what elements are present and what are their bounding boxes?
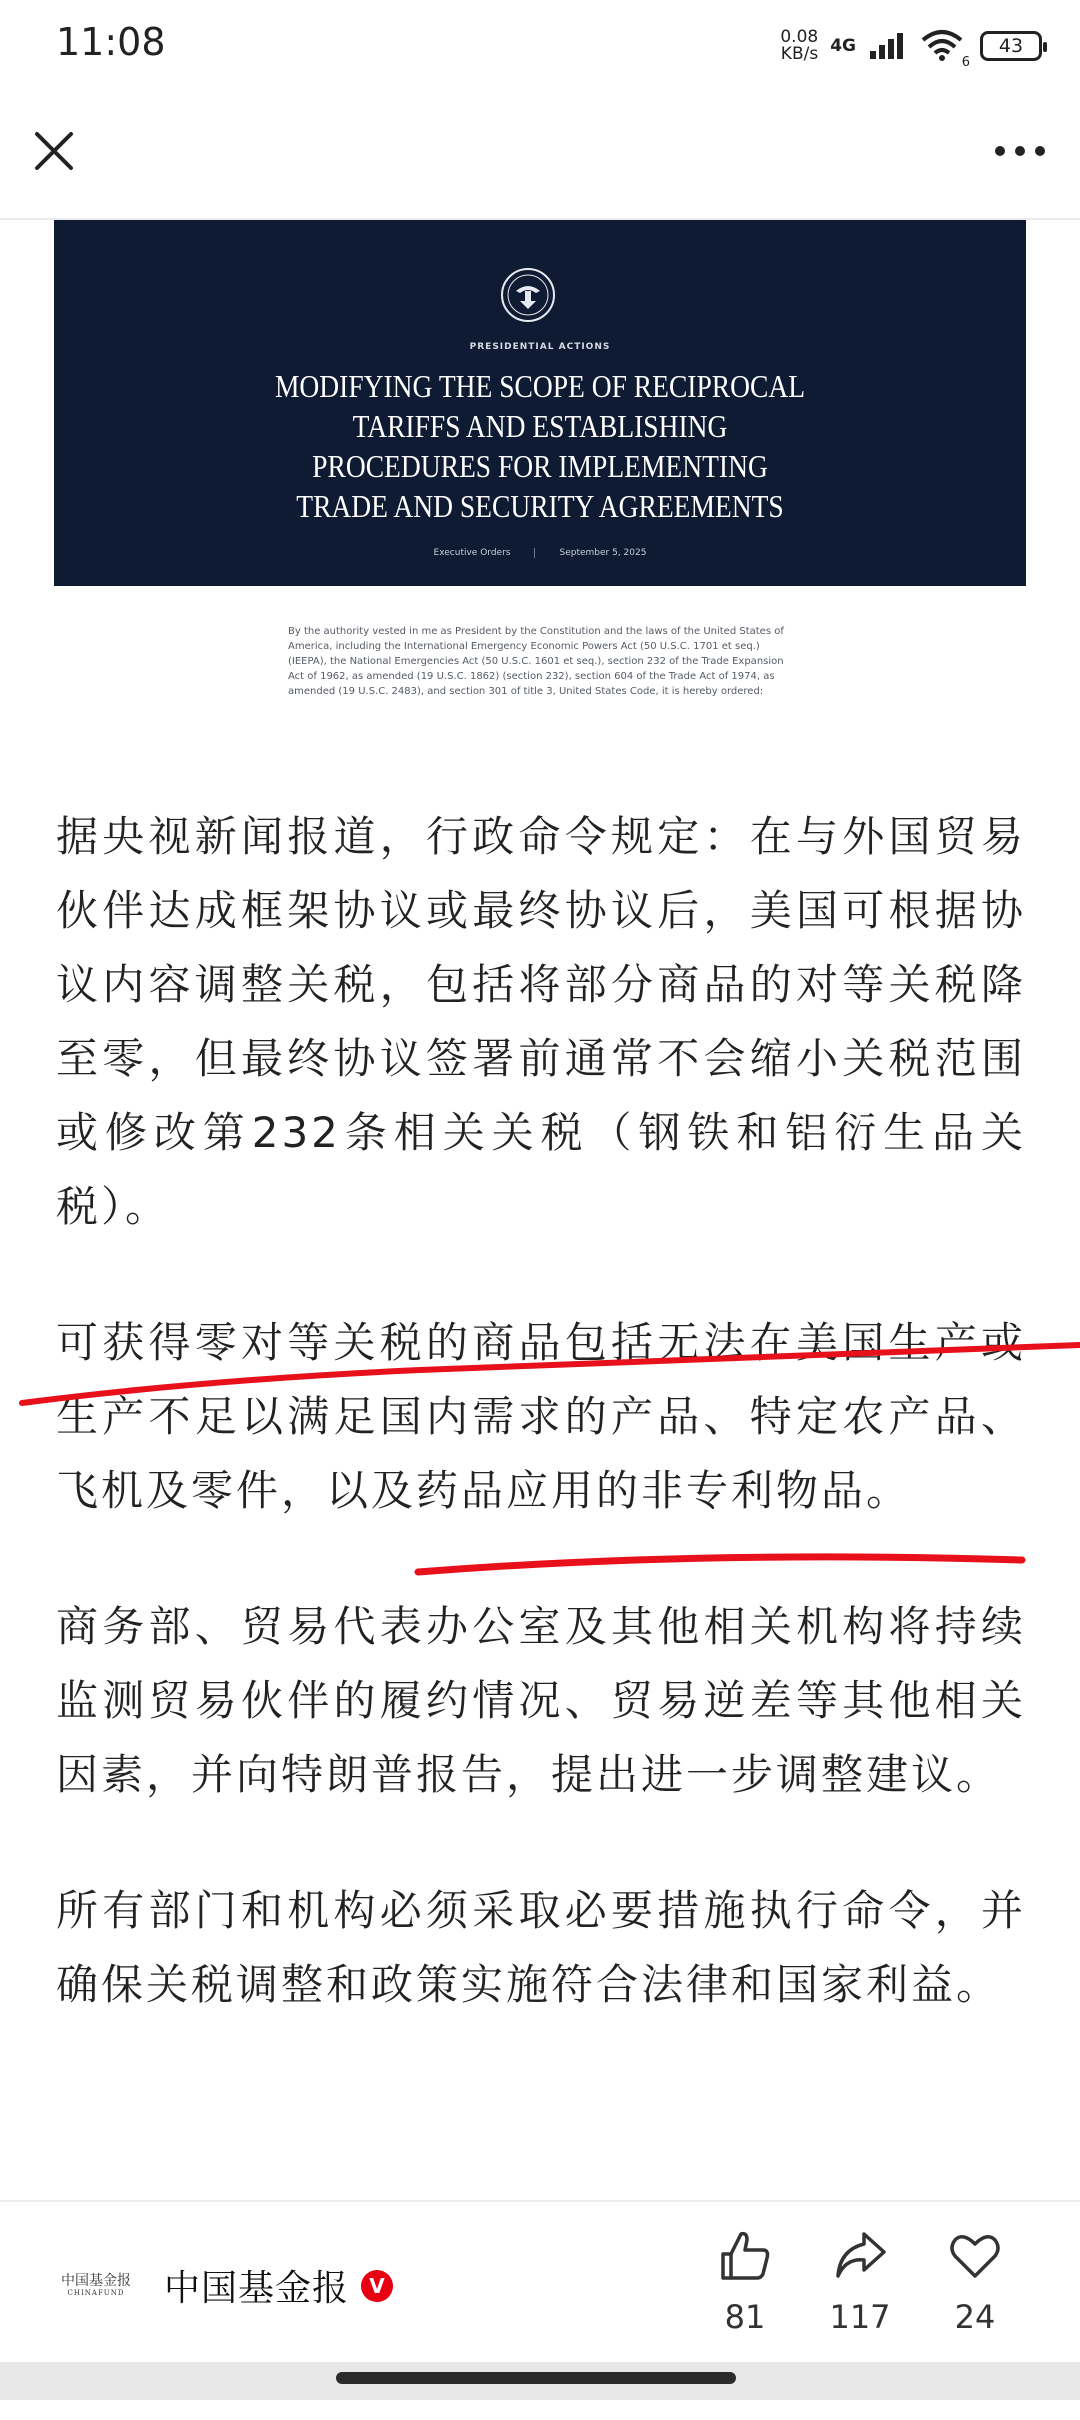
banner-date: September 5, 2025 [559,548,647,558]
network-speed-value: 0.08 [780,27,819,47]
like-count: 81 [724,2298,766,2336]
banner-kicker: PRESIDENTIAL ACTIONS [469,342,611,352]
favorite-button[interactable] [930,2228,1020,2336]
wifi-sub-label: 6 [961,55,970,70]
home-indicator[interactable] [336,2372,736,2384]
article-paragraph-4: 所有部门和机构必须采取必要措施执行命令，并确保关税调整和政策实施符合法律和国家利益。 [56,1886,1026,2009]
network-type: 4G [830,36,856,56]
like-button[interactable] [700,2228,790,2336]
battery-icon [980,31,1042,61]
publisher-info[interactable] [56,2260,393,2311]
presidential-seal-icon [500,267,556,323]
banner-category: Executive Orders [433,548,511,558]
publisher-logo-en: CHINAFUND [67,2289,125,2297]
heart-icon [947,2228,1003,2284]
share-icon [832,2228,888,2284]
order-preamble: By the authority vested in me as President by the Constitution and the laws of the United States of America, including the International Emergency Economic Powers Act (50 U.S.C. 1701 et seq.) (IEEPA), the National Emergencies Act (50 U.S.C. 1601 et seq.), section 232 of the Trade Expansion Act of 1962, as amended (19 U.S.C. 1862) (section 232), section 604 of the Trade Act of 1974, as amended (19 U.S.C. 2483), and section 301 of title 3, United States Code, it is hereby ordered: [288,626,784,697]
article-paragraph-2: 可获得零对等关税的商品包括无法在美国生产或生产不足以满足国内需求的产品、特定农产品、飞机及零件，以及药品应用的非专利物品。 [56,1318,1026,1515]
battery-level: 43 [998,35,1024,57]
close-icon [30,127,78,175]
banner-meta-divider [534,548,535,558]
status-bar [0,0,1080,92]
verified-badge: V [361,2270,393,2302]
article-image[interactable] [54,220,1026,586]
banner-title [122,366,958,526]
publisher-name: 中国基金报 [164,2268,350,2309]
cellular-signal-icon [868,31,908,61]
more-horizontal-icon [990,127,1050,175]
status-time: 11:08 [56,20,166,64]
thumbs-up-icon [717,2228,773,2284]
publisher-logo [56,2263,136,2309]
favorite-count: 24 [954,2298,996,2336]
banner-title-line: TRADE AND SECURITY AGREEMENTS [296,488,784,524]
article-body [56,800,1026,2084]
banner-title-line: PROCEDURES FOR IMPLEMENTING [312,448,768,484]
wifi-icon [920,28,964,62]
article-paragraph-3: 商务部、贸易代表办公室及其他相关机构将持续监测贸易伙伴的履约情况、贸易逆差等其他相关因素，并向特朗普报告，提出进一步调整建议。 [56,1602,1026,1799]
network-speed [780,29,818,63]
network-speed-unit: KB/s [780,44,819,64]
status-icons [780,24,1042,68]
banner-title-line: MODIFYING THE SCOPE OF RECIPROCAL [274,368,806,404]
close-button[interactable] [30,127,78,175]
banner-meta [54,548,1026,558]
publisher-logo-cn: 中国基金报 [61,2273,131,2289]
share-count: 117 [829,2298,891,2336]
more-options-button[interactable] [990,127,1050,175]
article-paragraph-1: 据央视新闻报道，行政命令规定：在与外国贸易伙伴达成框架协议或最终协议后，美国可根据协议内容调整关税，包括将部分商品的对等关税降至零，但最终协议签署前通常不会缩小关税范围或修改第232条相关关税（钢铁和铝衍生品关税）。 [56,812,1026,1231]
wifi-indicator [920,28,970,70]
banner-title-line: TARIFFS AND ESTABLISHING [352,408,728,444]
share-button[interactable] [815,2228,905,2336]
top-bar [0,92,1080,220]
